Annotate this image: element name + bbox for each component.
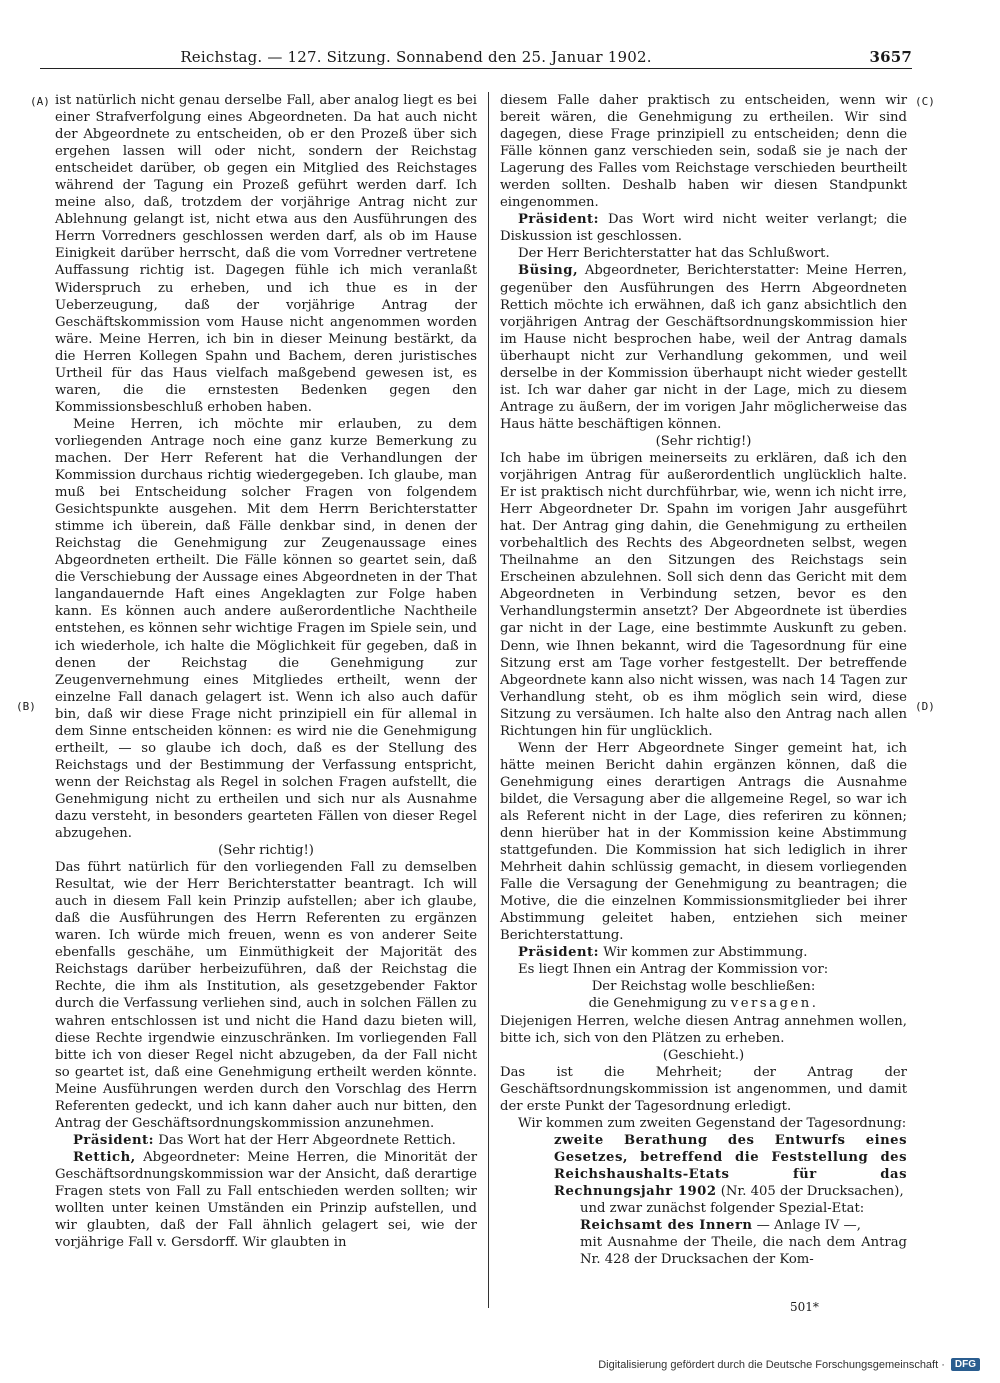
agenda-subitem-title: Reichsamt des Innern <box>580 1218 753 1234</box>
interjection: (Sehr richtig!) <box>655 433 752 449</box>
motion-text-lead: die Genehmigung zu <box>588 996 731 1012</box>
speech-text: Das Wort hat der Herr Abgeordnete Rettich. <box>158 1132 456 1148</box>
paragraph: Meine Herren, ich möchte mir erlauben, zu dem vorliegenden Antrage noch eine ganz kurze Bemerkung zu machen. Der Herr Referent hat die Verhandlungen der Kommission durchaus richtig wiedergegeben. Ich glaube, man muß bei Entscheidung solcher Fragen von folgendem Gesichtspunkte ausgehen. Mit dem Herrn Berichterstatter stimme ich überein, daß Fälle denkbar sind, in denen der Reichstag die Genehmigung zur Zeugenaussage eines Abgeordneten ertheilt. Die Fälle können so geartet sein, daß die Verschiebung der Aussage eines Abgeordneten in der That langandauernde Haft eines Angeklagten zur Folge haben kann. Es können auch andere außerordentliche Nachtheile entstehen, es können sehr wichtige Fragen im Spiele sein, und ich wiederhole, ich halte die Möglichkeit für gegeben, daß in denen der Reichstag die Genehmigung zur Zeugenvernehmung eines Mitgliedes ertheilt, wenn der einzelne Fall danach gelagert ist. Wenn ich also auch dafür bin, daß wir diese Frage nicht prinzipiell ein für allemal in dem Sinne entscheiden können: es wird nie die Genehmigung ertheilt, — so glaube ich doch, daß es der Stellung des Reichstags und der Bestimmung der Verfassung entspricht, wenn der Reichstag als Regel in solchen Fragen aufstellt, die Genehmigung nicht zu ertheilen und sich nur als Ausnahme dazu versteht, in besonders gearteten Fällen von dieser Regel abzugehen. <box>55 416 477 842</box>
agenda-subitem: mit Ausnahme der Theile, die nach dem Antrag Nr. 428 der Drucksachen der Kom- <box>580 1235 907 1268</box>
paragraph: diesem Falle daher praktisch zu entscheiden, wenn wir bereit wären, die Genehmigung zu ertheilen. Wir sind dagegen, diese Frage prinzipiell zu entscheiden; denn die Fälle können ganz verschieden sein, sodaß sie je nach der Lagerung des Falles vom Reichstage verschieden beurtheilt werden sollten. Deshalb haben wir diesen Standpunkt eingenommen. <box>500 93 907 211</box>
agenda-item <box>500 1132 907 1200</box>
margin-marker-c: (C) <box>915 95 935 108</box>
speaker-name: Rettich, <box>73 1149 136 1165</box>
running-title: Reichstag. — 127. Sitzung. Sonnabend den 25. Januar 1902. <box>180 48 652 66</box>
motion-text <box>500 995 907 1012</box>
paragraph: ist natürlich nicht genau derselbe Fall, aber analog liegt es bei einer Strafverfolgung eines Abgeordneten. Da hat auch nicht der Abgeordnete zu entscheiden, ob er den Prozeß über sich ergehen lassen will oder nicht, sondern der Reichstag entscheidet darüber, ob gegen ein Mitglied des Reichstages während der Tagung ein Prozeß geführt werden darf. Ich meine also, daß, trotzdem der vorjährige Antrag nicht zur Ablehnung gelangt ist, nicht etwa aus den Ausführungen des Herrn Vorredners geschlossen werden darf, als ob im Hause Einigkeit darüber herrscht, daß die vom Vorredner vertretene Auffassung richtig ist. Dagegen fühle ich mich veranlaßt Widerspruch zu erheben, und ich thue es in der Ueberzeugung, daß der vorjährige Antrag der Geschäftskommission vom Hause nicht angenommen worden wäre. Meine Herren, ich bin in dieser Meinung bestärkt, da die Herren Kollegen Spahn und Bachem, deren juristisches Urtheil für das Haus vielfach maßgebend gewesen ist, es waren, die die ernstesten Bedenken gegen den Kommissionsbeschluß erhoben haben. <box>55 93 477 415</box>
speaker-paragraph <box>500 211 907 245</box>
paragraph: Das führt natürlich für den vorliegenden Fall zu demselben Resultat, wie der Herr Berichterstatter beantragt. Ich will auch in diesem Fall kein Prinzip aufstellen; aber ich glaube, daß die Ausführungen des Herrn Referenten zu ergänzen waren. Ich würde mich freuen, wenn es von anderer Seite ebenfalls geschähe, um Einmüthigkeit der Majorität des Reichstags darüber herbeizuführen, daß der Reichstag die Rechte, die ihm als Institution, als gesetzgebender Faktor durch die Verfassung verliehen sind, auch in solchen Fällen zu wahren entschlossen ist und nicht die Hand dazu bieten will, diese Rechte irgendwie einzuschränken. Im vorliegenden Fall bitte ich von dieser Regel nicht abzugeben, da der Fall nicht so geartet ist, daß eine Genehmigung ertheilt werden könnte. Meine Ausführungen werden durch den Vorschlag des Herrn Referenten gedeckt, und ich kann daher auch nur bitten, den Antrag der Geschäftsordnungskommission anzunehmen. <box>55 860 477 1131</box>
speaker-name: Büsing, <box>518 263 579 279</box>
paragraph: Ich habe im übrigen meinerseits zu erklären, daß ich den vorjährigen Antrag für außerordentlich unglücklich halte. Er ist praktisch nicht durchführbar, wie, wenn ich nicht irre, Herr Abgeordneter Dr. Spahn im vorigen Jahr ausgeführt hat. Der Antrag ging dahin, die Genehmigung zu ertheilen vorbehaltlich des Rechts des Abgeordneten selbst, wegen Theilnahme an den Sitzungen des Reichstags sein Erscheinen abzulehnen. Soll sich denn das Gericht mit dem Abgeordneten in Verbindung setzen, bevor es den Verhandlungstermin ansetzt? Der Abgeordnete ist überdies gar nicht in der Lage, eine bestimmte Auskunft zu geben. Denn, wie Ihnen bekannt, wird die Tagesordnung für eine Sitzung erst am Tage vorher festgestellt. Der betreffende Abgeordnete kann also nicht wissen, was nach 14 Tagen zur Verhandlung steht, ob es ihm möglich sein wird, diese Sitzung zu versäumen. Ich halte also den Antrag nach allen Richtungen hin für unglücklich. <box>500 450 907 739</box>
speaker-paragraph <box>500 262 907 432</box>
agenda-subitem: und zwar zunächst folgender Spezial-Etat: <box>580 1201 865 1217</box>
paragraph: Diejenigen Herren, welche diesen Antrag annehmen wollen, bitte ich, sich von den Plätzen zu erheben. <box>500 1013 907 1046</box>
margin-marker-a: (A) <box>30 95 50 108</box>
speech-text: Abgeordneter: Meine Herren, die Minorität der Geschäftsordnungskommission war der Ansicht, daß derartige Fragen stets von Fall zu Fall entschieden werden sollten; wir wollten unter keinen Umständen ein Prinzip aufstellen, und wir glaubten, daß der Fall ähnlich gelagert sei, wie der vorjährige Fall v. Gersdorff. Wir glaubten in <box>55 1149 477 1251</box>
speech-text: Abgeordneter, Berichterstatter: Meine Herren, gegenüber den Ausführungen des Herrn Abgeordneten Rettich möchte ich erwähnen, daß ich ganz absichtlich den vorjährigen Antrag der Geschäftsordnungskommission hier im Hause nicht besprochen habe, weil der Antrag damals überhaupt nicht zur Verhandlung gekommen, und weil derselbe in der Kommission überhaupt nicht wieder gestellt ist. Ich war daher gar nicht in der Lage, mich zu diesem Antrage zu äußern, der im vorigen Jahr möglicherweise das Haus hätte beschäftigen können. <box>500 263 907 432</box>
right-column <box>500 92 907 1268</box>
speaker-paragraph <box>55 1132 477 1149</box>
column-divider <box>488 92 489 1308</box>
agenda-subitem <box>500 1217 907 1234</box>
speaker-name: Präsident: <box>518 212 600 228</box>
speech-text: Das Wort wird nicht weiter verlangt; die Diskussion ist geschlossen. <box>500 212 907 245</box>
footer-credit: Digitalisierung gefördert durch die Deutsche Forschungsgemeinschaft · <box>598 1358 945 1371</box>
interjection: (Sehr richtig!) <box>218 843 314 859</box>
speech-text: Wir kommen zur Abstimmung. <box>603 945 808 961</box>
paragraph: Es liegt Ihnen ein Antrag der Kommission vor: <box>518 962 829 978</box>
footer <box>598 1358 980 1371</box>
paragraph: Der Herr Berichterstatter hat das Schlußwort. <box>518 246 830 262</box>
agenda-item-reference: (Nr. 405 der Drucksachen), <box>716 1184 904 1199</box>
margin-marker-b: (B) <box>16 700 36 713</box>
margin-marker-d: (D) <box>915 700 935 713</box>
paragraph: Wir kommen zum zweiten Gegenstand der Tagesordnung: <box>518 1115 907 1131</box>
agenda-item-title: zweite Berathung des Entwurfs eines Gesetzes, betreffend die Feststellung des Reichshaushalts-Etats für das Rechnungsjahr 1902 <box>554 1132 907 1199</box>
speaker-name: Präsident: <box>518 945 600 961</box>
speaker-paragraph <box>500 944 907 961</box>
header-rule <box>40 68 912 69</box>
motion-formula: Der Reichstag wolle beschließen: <box>591 979 816 995</box>
signature-mark: 501* <box>790 1300 819 1314</box>
speaker-name: Präsident: <box>73 1132 155 1148</box>
agenda-subitem-rest: — Anlage IV —, <box>752 1218 861 1234</box>
running-header <box>40 46 912 76</box>
dfg-logo: DFG <box>951 1358 980 1371</box>
interjection: (Geschieht.) <box>662 1047 745 1063</box>
speaker-paragraph <box>55 1149 477 1251</box>
paragraph: Wenn der Herr Abgeordnete Singer gemeint hat, ich hätte meinen Bericht dahin ergänzen können, daß die Genehmigung eines derartigen Antrags die Ausnahme bildet, die Versagung aber die allgemeine Regel, so war ich als Referent nicht in der Lage, dies referiren zu können; denn hierüber hat in der Kommission keine Abstimmung stattgefunden. Die Kommission hat sich lediglich in ihrer Mehrheit dahin schlüssig gemacht, in diesem vorliegenden Falle die Versagung der Genehmigung zu beantragen; die Motive, die die einzelnen Kommissionsmitglieder bei ihrer Abstimmung geleitet haben, entziehen sich meiner Berichterstattung. <box>500 740 907 944</box>
page-number: 3657 <box>869 48 912 66</box>
left-column <box>55 92 477 1251</box>
motion-text-emphasis: versagen. <box>730 996 819 1012</box>
paragraph: Das ist die Mehrheit; der Antrag der Geschäftsordnungskommission ist angenommen, und damit der erste Punkt der Tagesordnung erledigt. <box>500 1064 907 1114</box>
